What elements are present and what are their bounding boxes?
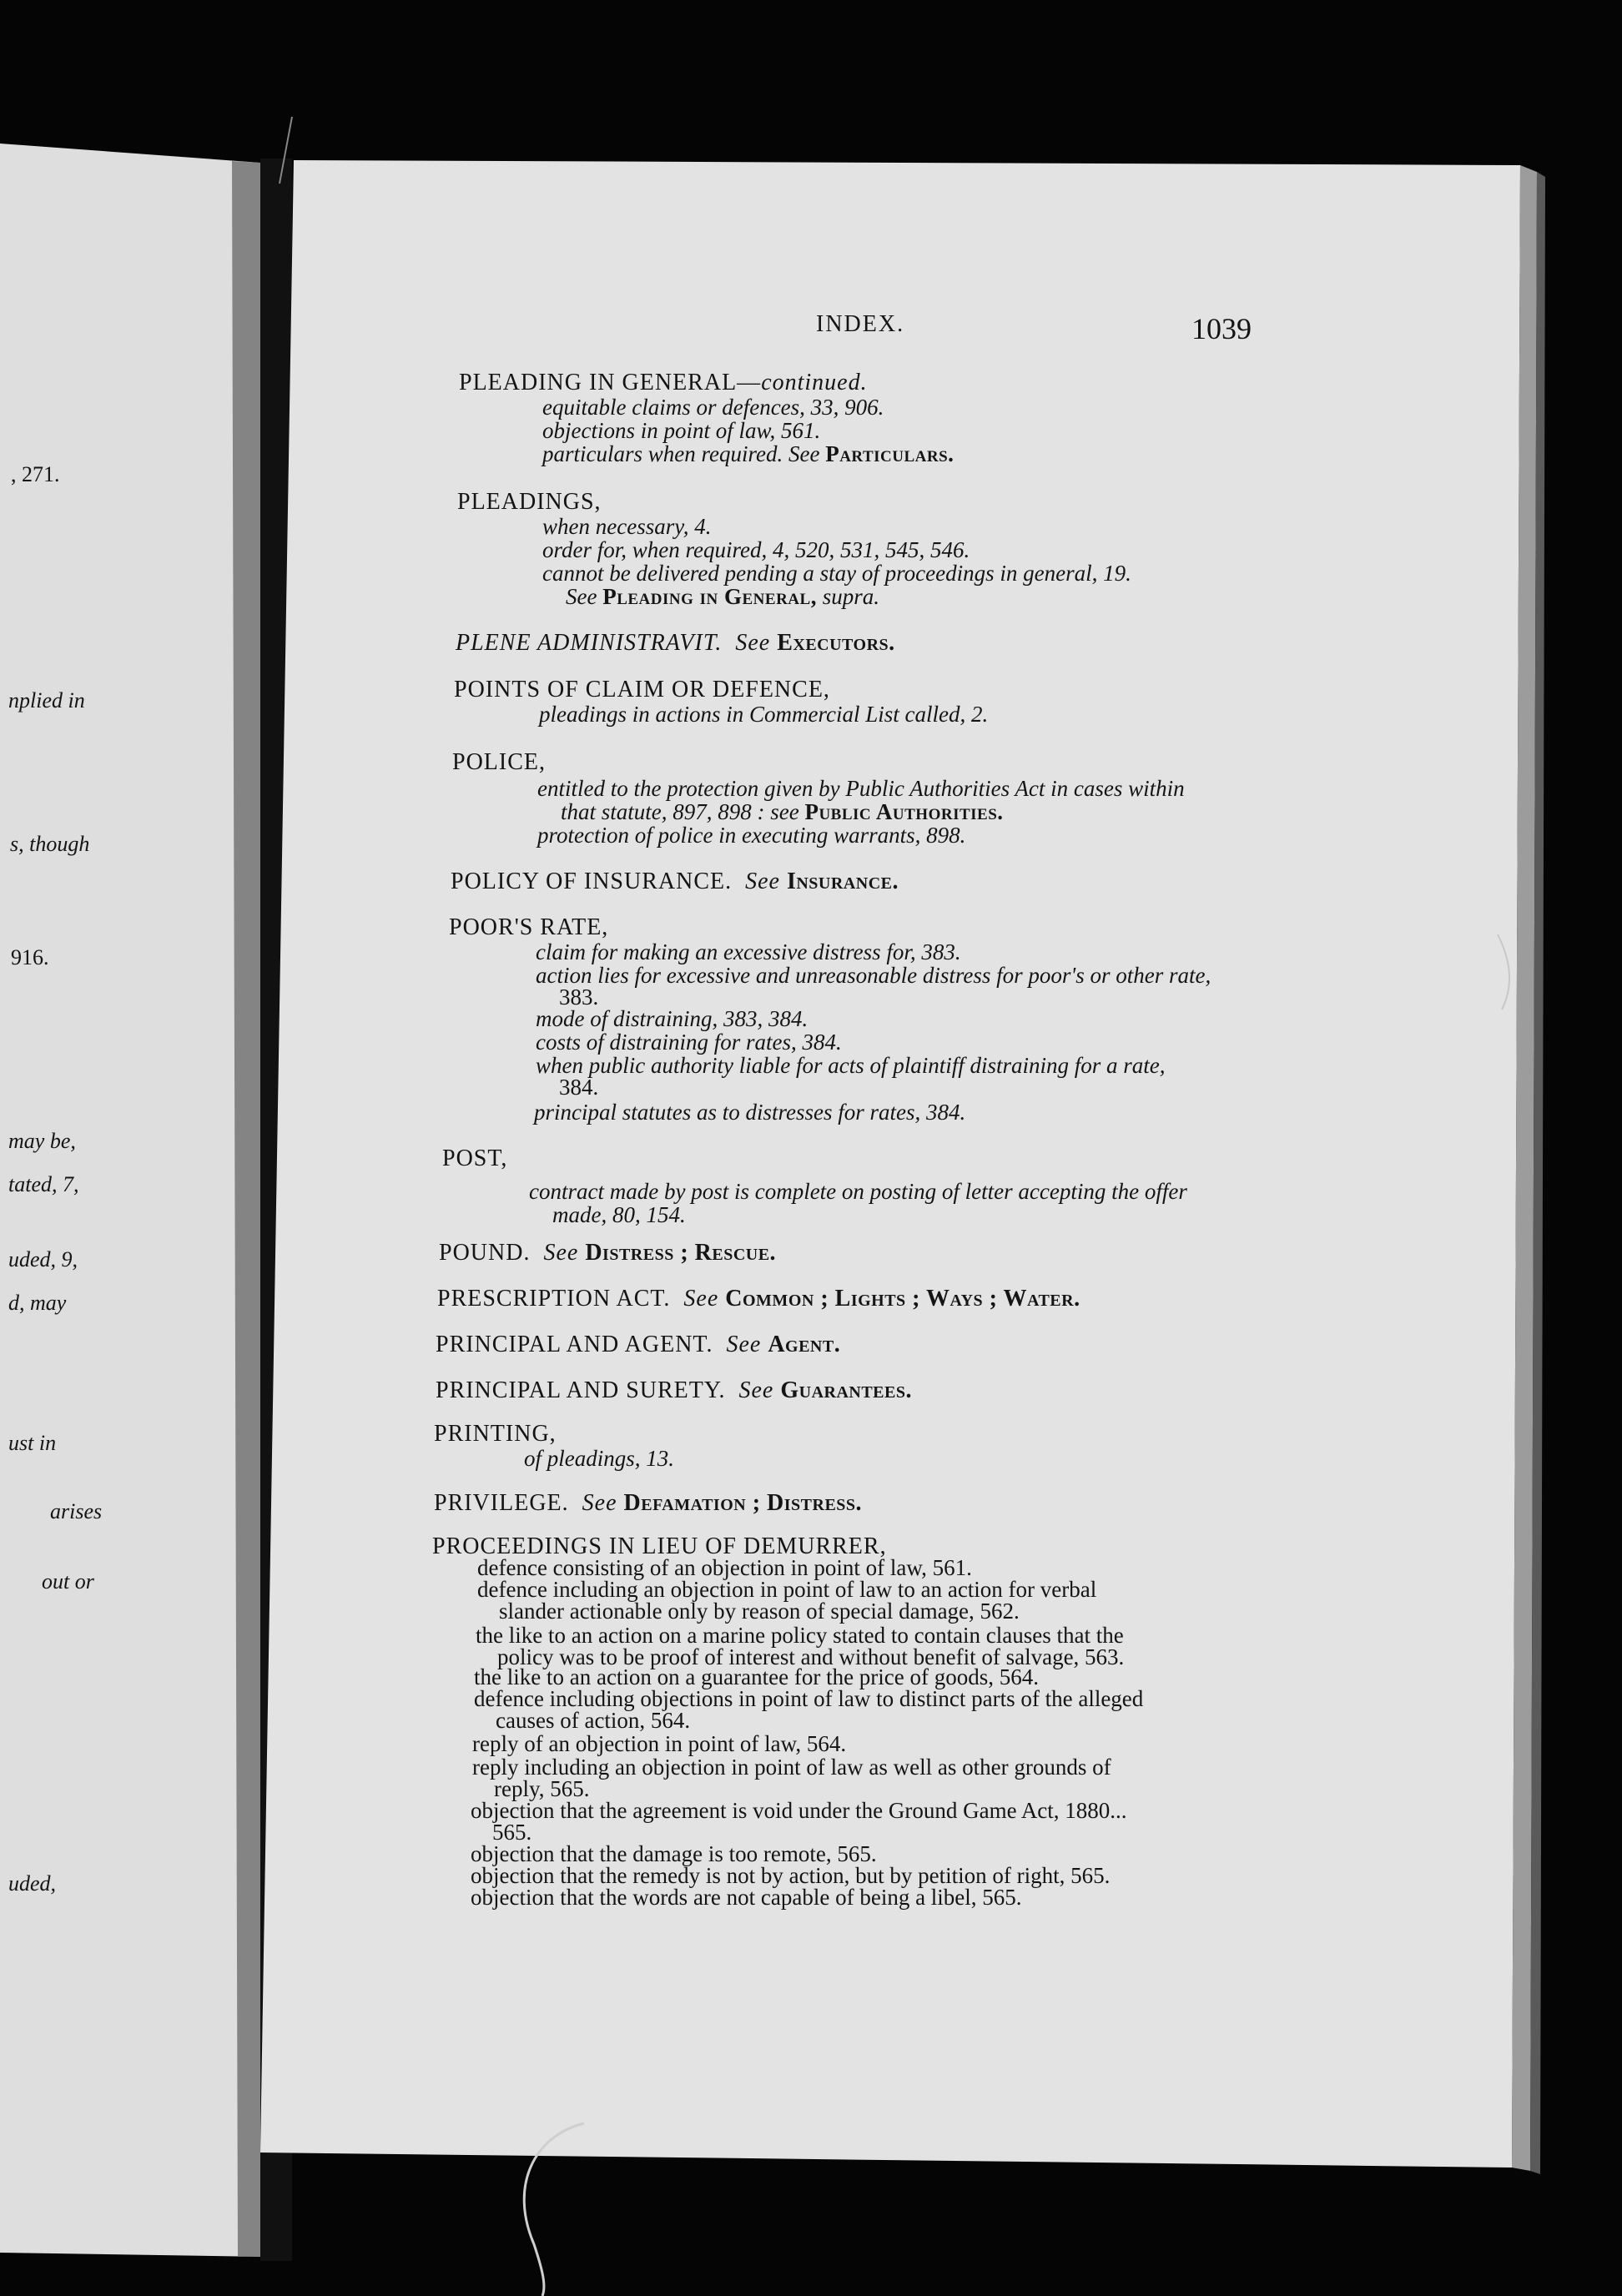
sub-entry: claim for making an excessive distress for, 383. [536,939,961,964]
left-fragment: 916. [11,945,49,969]
sub-entry: made, 80, 154. [552,1202,686,1227]
sub-entry: defence consisting of an objection in point of law, 561. [477,1555,972,1580]
entry-heading: PLEADINGS, [457,489,602,515]
sub-entry: objection that the remedy is not by action, but by petition of right, 565. [471,1863,1111,1888]
sub-entry: 565. [492,1820,532,1845]
sub-entry: defence including an objection in point of law to an action for verbal [477,1577,1097,1602]
left-fragment: , 271. [11,462,60,486]
sub-entry: defence including objections in point of law to distinct parts of the alleged [474,1686,1144,1711]
sub-entry: when necessary, 4. [542,514,712,539]
sub-entry: See Pleading in General, supra. [566,584,879,609]
sub-entry: objection that the words are not capable of being a libel, 565. [471,1885,1022,1910]
sub-entry: 384. [559,1075,599,1100]
cross-reference: Distress ; Rescue. [585,1240,777,1266]
cross-reference: Public Authorities. [804,799,1004,824]
running-title: INDEX. [816,311,905,337]
sub-entry: policy was to be proof of interest and without benefit of salvage, 563. [497,1644,1125,1669]
entry-heading: POST, [442,1145,508,1171]
cross-reference: Executors. [777,630,895,656]
entry-heading: POINTS OF CLAIM OR DEFENCE, [454,677,830,702]
sub-entry: cannot be delivered pending a stay of proceedings in general, 19. [542,561,1131,586]
sub-entry: reply of an objection in point of law, 564. [472,1731,847,1756]
cross-reference: Guarantees. [780,1377,912,1403]
sub-entry: that statute, 897, 898 : see Public Authorities. [561,799,1004,824]
left-fragment: out or [42,1569,94,1594]
cross-reference: Common ; Lights ; Ways ; Water. [725,1286,1080,1312]
left-fragment: may be, [8,1129,76,1153]
sub-entry: entitled to the protection given by Public Authorities Act in cases within [537,776,1185,801]
entry-heading: PRINTING, [434,1421,557,1447]
left-fragment: tated, 7, [8,1172,79,1196]
cross-reference: Particulars. [825,441,955,466]
sub-entry: protection of police in executing warrants, 898. [537,823,966,848]
left-page-fragments [0,146,250,2248]
sub-entry: objections in point of law, 561. [542,418,821,443]
cross-reference: Defamation ; Distress. [623,1490,863,1516]
entry-heading: POLICE, [452,749,546,775]
cross-reference: Insurance. [786,869,899,894]
left-fragment: arises [50,1499,103,1523]
sub-entry: equitable claims or defences, 33, 906. [542,395,884,420]
sub-entry: order for, when required, 4, 520, 531, 545, 546. [542,537,970,562]
sub-entry: reply including an objection in point of law as well as other grounds of [472,1755,1111,1780]
entry-heading: PROCEEDINGS IN LIEU OF DEMURRER, [432,1533,887,1559]
entry-heading: PLEADING IN GENERAL—continued. [459,370,868,395]
sub-entry: particulars when required. See Particulars. [542,441,955,466]
sub-entry: costs of distraining for rates, 384. [536,1030,842,1055]
sub-entry: reply, 565. [494,1776,590,1801]
sub-entry: mode of distraining, 383, 384. [536,1006,808,1031]
entry-heading: PRINCIPAL AND AGENT. See Agent. [436,1332,841,1357]
index-page [249,163,1500,2148]
sub-entry: 383. [559,984,599,1010]
sub-entry: objection that the damage is too remote, 565. [471,1841,877,1866]
sub-entry: of pleadings, 13. [524,1446,674,1471]
sub-entry: contract made by post is complete on posting of letter accepting the offer [529,1179,1187,1204]
left-fragment: nplied in [8,688,85,712]
sub-entry: objection that the agreement is void under the Ground Game Act, 1880... [471,1798,1127,1823]
entry-heading: PRINCIPAL AND SURETY. See Guarantees. [436,1377,912,1403]
entry-heading: POOR'S RATE, [449,914,609,940]
left-fragment: ust in [8,1431,57,1455]
sub-entry: pleadings in actions in Commercial List called, 2. [539,702,989,727]
sub-entry: causes of action, 564. [496,1708,691,1733]
sub-entry: when public authority liable for acts of plaintiff distraining for a rate, [536,1053,1166,1078]
entry-heading: POUND. See Distress ; Rescue. [439,1240,777,1266]
sub-entry: the like to an action on a guarantee for the price of goods, 564. [474,1664,1040,1689]
sub-entry: the like to an action on a marine policy stated to contain clauses that the [476,1623,1124,1648]
left-fragment: s, though [10,832,90,856]
cross-reference: Pleading in General, [602,584,817,609]
left-fragment: uded, [8,1871,57,1896]
sub-entry: principal statutes as to distresses for rates, 384. [534,1100,966,1125]
left-fragment: d, may [8,1291,67,1315]
page-number: 1039 [1191,312,1252,345]
entry-heading: POLICY OF INSURANCE. See Insurance. [451,869,899,894]
cross-reference: Agent. [768,1332,841,1357]
left-fragment: uded, 9, [8,1247,78,1271]
entry-heading: PRESCRIPTION ACT. See Common ; Lights ; Ways ; Water. [437,1286,1080,1312]
sub-entry: slander actionable only by reason of special damage, 562. [499,1599,1020,1624]
sub-entry: action lies for excessive and unreasonable distress for poor's or other rate, [536,963,1211,988]
entry-heading: PRIVILEGE. See Defamation ; Distress. [434,1490,863,1516]
entry-heading: PLENE ADMINISTRAVIT. See Executors. [456,630,895,656]
